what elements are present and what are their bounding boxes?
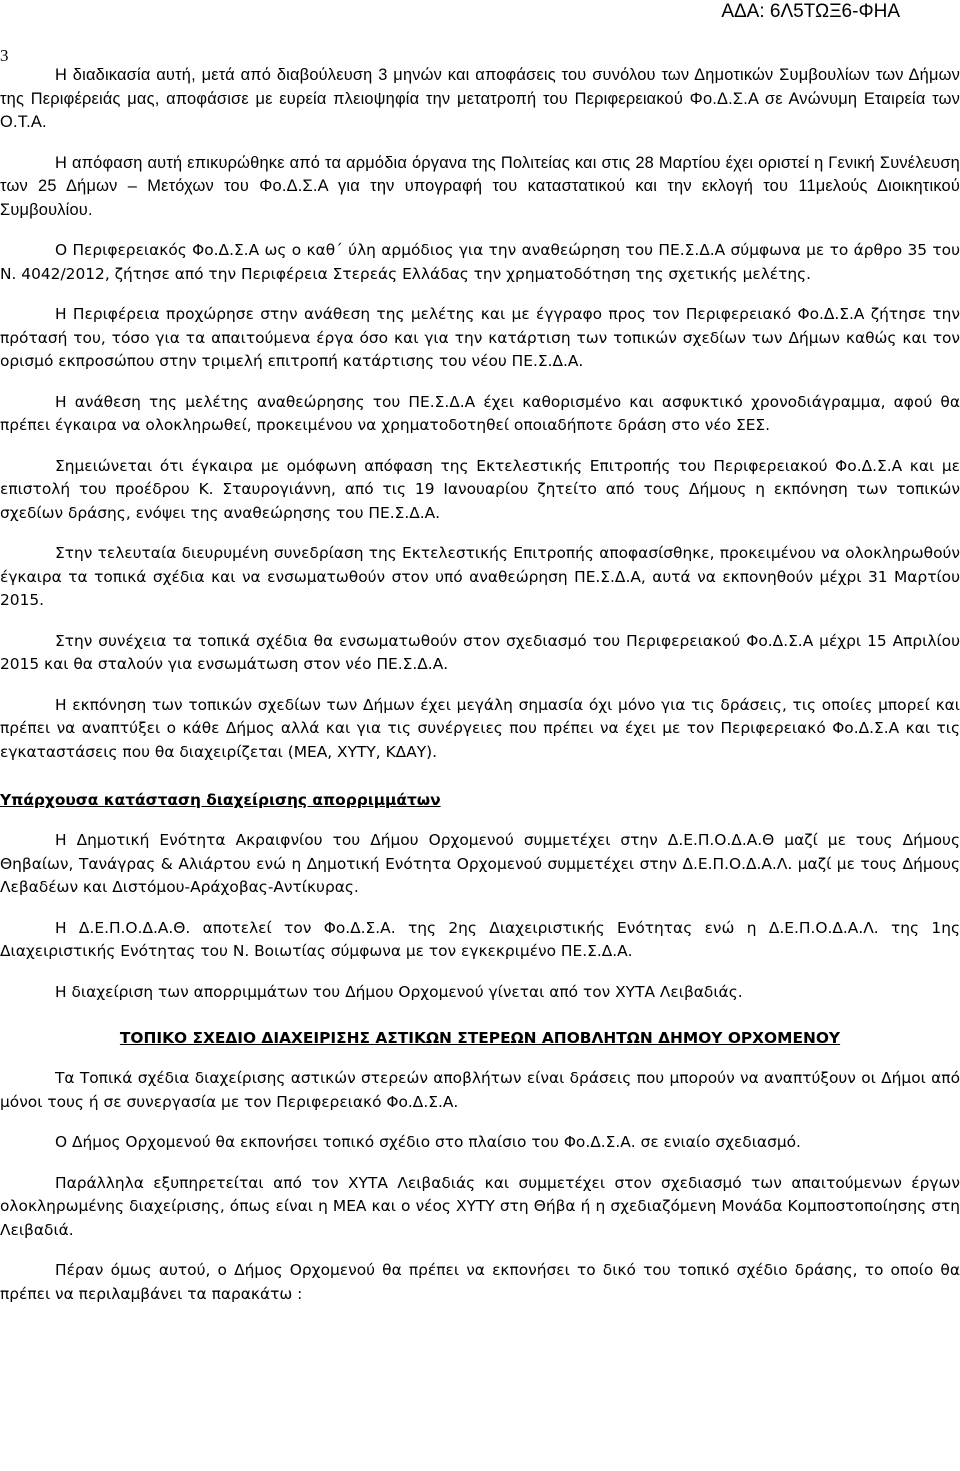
paragraph: Η διαχείριση των απορριμμάτων του Δήμου Ορχομενού γίνεται από τον ΧΥΤΑ Λειβαδιάς. (55, 982, 743, 1001)
paragraph: Στην συνέχεια τα τοπικά σχέδια θα ενσωματωθούν στον σχεδιασμό του Περιφερειακού Φο.Δ.Σ.Α μέχρι 15 Απριλίου 2015 και θα σταλούν για ενσωμάτωση στον νέο ΠΕ.Σ.Δ.Α. (0, 631, 960, 673)
paragraph: Η Δημοτική Ενότητα Ακραιφνίου του Δήμου Ορχομενού συμμετέχει στην Δ.Ε.Π.Ο.Δ.Α.Θ μαζί με τους Δήμους Θηβαίων, Τανάγρας & Αλιάρτου ενώ η Δημοτική Ενότητα Ορχομενού συμμετέχει στην Δ.Ε.Π.Ο.Δ.Α.Λ. μαζί με τους Δήμους Λεβαδέων και Διστόμου-Αράχοβας-Αντίκυρας. (0, 831, 960, 896)
section-heading: Υπάρχουσα κατάσταση διαχείρισης απορριμμάτων (0, 791, 441, 809)
paragraph: Στην τελευταία διευρυμένη συνεδρίαση της Εκτελεστικής Επιτροπής αποφασίσθηκε, προκειμένου να ολοκληρωθούν έγκαιρα τα τοπικά σχέδια και να ενσωματωθούν στον υπό αναθεώρηση ΠΕ.Σ.Δ.Α, αυτά να εκπονηθούν μέχρι 31 Μαρτίου 2015. (0, 544, 960, 609)
paragraph: Ο Δήμος Ορχομενού θα εκπονήσει τοπικό σχέδιο στο πλαίσιο του Φο.Δ.Σ.Α. σε ενιαίο σχεδιασμό. (55, 1133, 801, 1151)
paragraph: Η ανάθεση της μελέτης αναθεώρησης του ΠΕ.Σ.Δ.Α έχει καθορισμένο και ασφυκτικό χρονοδιάγραμμα, αφού θα πρέπει έγκαιρα να ολοκληρωθεί, προκειμένου να χρηματοδοτηθεί οποιαδήποτε δράση στο νέο ΣΕΣ. (0, 392, 960, 434)
ada-code: ΑΔΑ: 6Λ5ΤΩΞ6-ΦΗΑ (721, 1, 900, 22)
paragraph: Πέραν όμως αυτού, ο Δήμος Ορχομενού θα πρέπει να εκπονήσει το δικό του τοπικό σχέδιο δράσης, το οποίο θα πρέπει να περιλαμβάνει τα παρακάτω : (0, 1261, 960, 1303)
paragraph: Παράλληλα εξυπηρετείται από τον ΧΥΤΑ Λειβαδιάς και συμμετέχει στον σχεδιασμό των απαιτούμενων έργων ολοκληρωμένης διαχείρισης, όπως είναι η ΜΕΑ και ο νέος ΧΥΤΥ στη Θήβα ή η σχεδιαζόμενη Μονάδα Κομποστοποίησης στη Λειβαδιά. (0, 1173, 960, 1239)
paragraph: Η Δ.Ε.Π.Ο.Δ.Α.Θ. αποτελεί τον Φο.Δ.Σ.Α. της 2ης Διαχειριστικής Ενότητας ενώ η Δ.Ε.Π.Ο.Δ.Α.Λ. της 1ης Διαχειριστικής Ενότητας του Ν. Βοιωτίας σύμφωνα με τον εγκεκριμένο ΠΕ.Σ.Δ.Α. (0, 918, 960, 960)
paragraph: Τα Τοπικά σχέδια διαχείρισης αστικών στερεών αποβλήτων είναι δράσεις που μπορούν να αναπτύξουν οι Δήμοι από μόνοι τους ή σε συνεργασία με τον Περιφερειακό Φο.Δ.Σ.Α. (0, 1069, 960, 1111)
paragraph: Σημειώνεται ότι έγκαιρα με ομόφωνη απόφαση της Εκτελεστικής Επιτροπής του Περιφερειακού Φο.Δ.Σ.Α και με επιστολή του προέδρου Κ. Σταυρογιάννη, από τις 19 Ιανουαρίου ζητείτο από τους Δήμους η εκπόνηση των τοπικών σχεδίων δράσης, ενόψει της αναθεώρησης του ΠΕ.Σ.Δ.Α. (0, 456, 960, 522)
page-number: 3 (0, 46, 9, 65)
paragraph: Η Περιφέρεια προχώρησε στην ανάθεση της μελέτης και με έγγραφο προς τον Περιφερειακό Φο.Δ.Σ.Α ζήτησε την πρότασή του, τόσο για τα απαιτούμενα έργα όσο και για την κατάρτιση των τοπικών σχεδίων των Δήμων καθώς και τον ορισμό εκπροσώπου στην τριμελή επιτροπή κατάρτισης του νέου ΠΕ.Σ.Δ.Α. (0, 305, 960, 370)
document-body (0, 64, 960, 1306)
paragraph: Ο Περιφερειακός Φο.Δ.Σ.Α ως ο καθ΄ ύλη αρμόδιος για την αναθεώρηση του ΠΕ.Σ.Δ.Α σύμφωνα με το άρθρο 35 του Ν. 4042/2012, ζήτησε από την Περιφέρεια Στερεάς Ελλάδας την χρηματοδότηση της σχετικής μελέτης. (0, 241, 960, 283)
paragraph: Η απόφαση αυτή επικυρώθηκε από τα αρμόδια όργανα της Πολιτείας και στις 28 Μαρτίου έχει οριστεί η Γενική Συνέλευση των 25 Δήμων – Μετόχων του Φο.Δ.Σ.Α για την υπογραφή του καταστατικού και την εκλογή του 11μελούς Διοικητικού Συμβουλίου. (0, 153, 960, 219)
paragraph: Η εκπόνηση των τοπικών σχεδίων των Δήμων έχει μεγάλη σημασία όχι μόνο για τις δράσεις, τις οποίες μπορεί και πρέπει να αναπτύξει ο κάθε Δήμος αλλά και για τις συνέργειες που πρέπει να έχει με τον Περιφερειακό Φο.Δ.Σ.Α και τις εγκαταστάσεις που θα διαχειρίζεται (ΜΕΑ, ΧΥΤΥ, ΚΔΑΥ). (0, 695, 960, 761)
section-heading: ΤΟΠΙΚΟ ΣΧΕΔΙΟ ΔΙΑΧΕΙΡΙΣΗΣ ΑΣΤΙΚΩΝ ΣΤΕΡΕΩΝ ΑΠΟΒΛΗΤΩΝ ΔΗΜΟΥ ΟΡΧΟΜΕΝΟΥ (119, 1029, 841, 1047)
paragraph: Η διαδικασία αυτή, μετά από διαβούλευση 3 μηνών και αποφάσεις του συνόλου των Δημοτικών Συμβουλίων των Δήμων της Περιφέρειάς μας, αποφάσισε με ευρεία πλειοψηφία την μετατροπή του Περιφερειακού Φο.Δ.Σ.Α σε Ανώνυμη Εταιρεία των Ο.Τ.Α. (0, 66, 960, 131)
